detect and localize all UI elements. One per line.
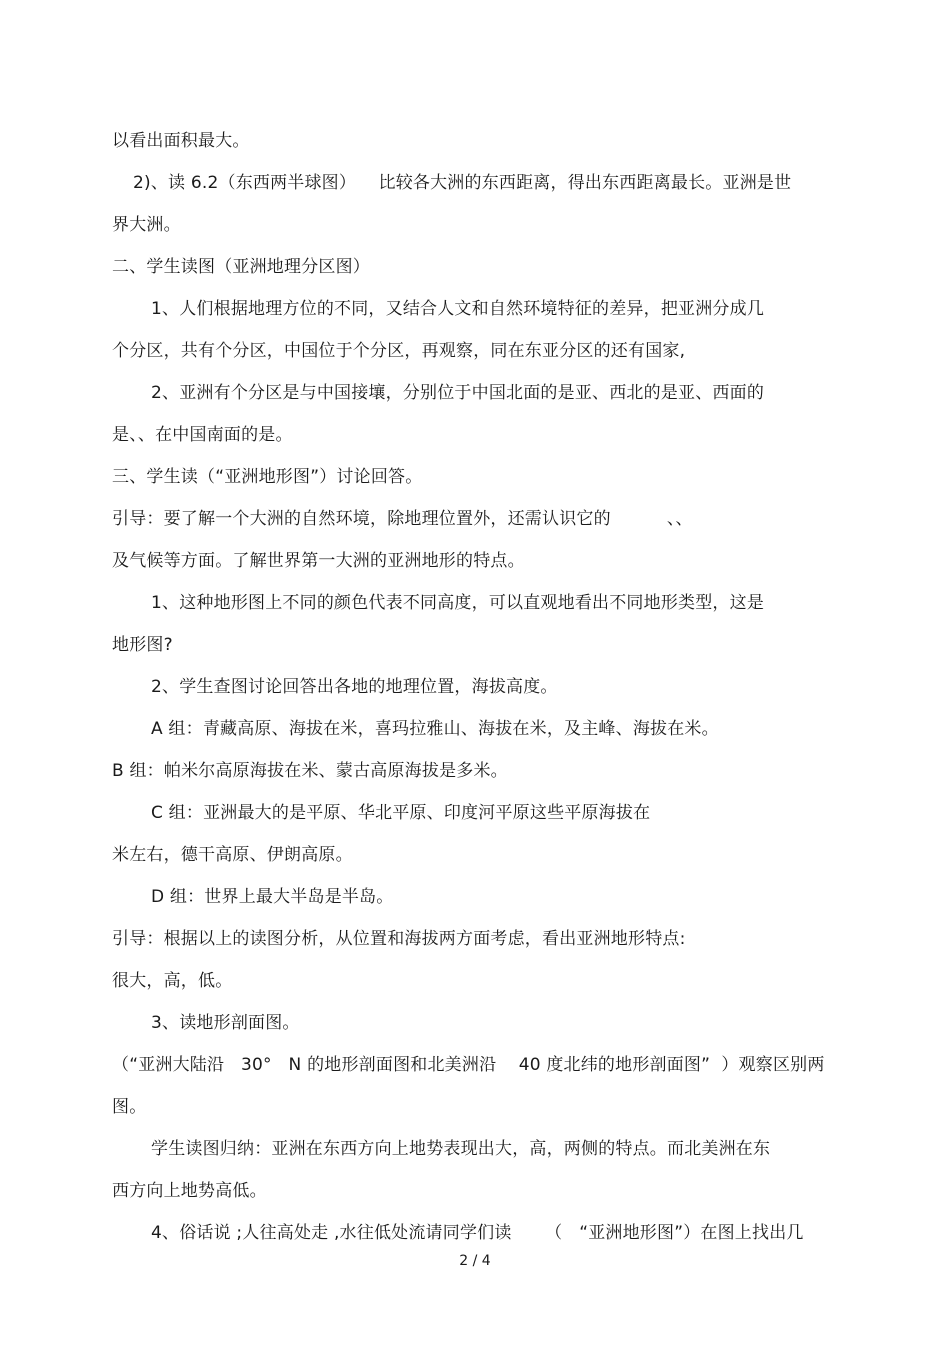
text-line: 引导：根据以上的读图分析，从位置和海拔两方面考虑，看出亚洲地形特点: — [112, 929, 686, 949]
text-line: 个分区，共有个分区，中国位于个分区，再观察，同在东亚分区的还有国家, — [112, 341, 686, 361]
text-line: 2)、读 6.2（东西两半球图） 比较各大洲的东西距离，得出东西距离最长。亚洲是世 — [133, 173, 792, 193]
text-line: 1、人们根据地理方位的不同，又结合人文和自然环境特征的差异，把亚洲分成几 — [151, 299, 765, 319]
text-line: 很大，高，低。 — [112, 971, 233, 991]
text-line: 图。 — [112, 1097, 147, 1117]
text-line: 西方向上地势高低。 — [112, 1181, 267, 1201]
section-heading: 三、学生读（“亚洲地形图”）讨论回答。 — [112, 467, 423, 487]
text-line: 2、亚洲有个分区是与中国接壤，分别位于中国北面的是亚、西北的是亚、西面的 — [151, 383, 765, 403]
section-heading: 二、学生读图（亚洲地理分区图） — [112, 257, 370, 277]
text-line: 界大洲。 — [112, 215, 181, 235]
text-line: 1、这种地形图上不同的颜色代表不同高度，可以直观地看出不同地形类型，这是 — [151, 593, 765, 613]
text-line: A 组：青藏高原、海拔在米，喜玛拉雅山、海拔在米，及主峰、海拔在米。 — [151, 719, 719, 739]
text-line: D 组：世界上最大半岛是半岛。 — [151, 887, 394, 907]
text-line: 是、、在中国南面的是。 — [112, 425, 293, 445]
text-line: （“亚洲大陆沿 30° N 的地形剖面图和北美洲沿 40 度北纬的地形剖面图” ）观察区别两 — [112, 1055, 825, 1075]
text-line: 2、学生查图讨论回答出各地的地理位置，海拔高度。 — [151, 677, 558, 697]
text-line: 米左右，德干高原、伊朗高原。 — [112, 845, 353, 865]
text-line: 以看出面积最大。 — [112, 131, 250, 151]
text-line: C 组：亚洲最大的是平原、华北平原、印度河平原这些平原海拔在 — [151, 803, 651, 823]
text-line: B 组：帕米尔高原海拔在米、蒙古高原海拔是多米。 — [112, 761, 508, 781]
text-line: 及气候等方面。了解世界第一大洲的亚洲地形的特点。 — [112, 551, 525, 571]
page-number: 2 / 4 — [459, 1253, 491, 1269]
text-line: 引导：要了解一个大洲的自然环境，除地理位置外，还需认识它的 、、 — [112, 509, 693, 529]
text-line: 地形图? — [112, 635, 173, 655]
text-line: 学生读图归纳：亚洲在东西方向上地势表现出大，高，两侧的特点。而北美洲在东 — [151, 1139, 771, 1159]
text-line: 4、俗话说 ;人往高处走 ,水往低处流请同学们读 （ “亚洲地形图”）在图上找出几 — [151, 1223, 804, 1243]
text-line: 3、读地形剖面图。 — [151, 1013, 300, 1033]
